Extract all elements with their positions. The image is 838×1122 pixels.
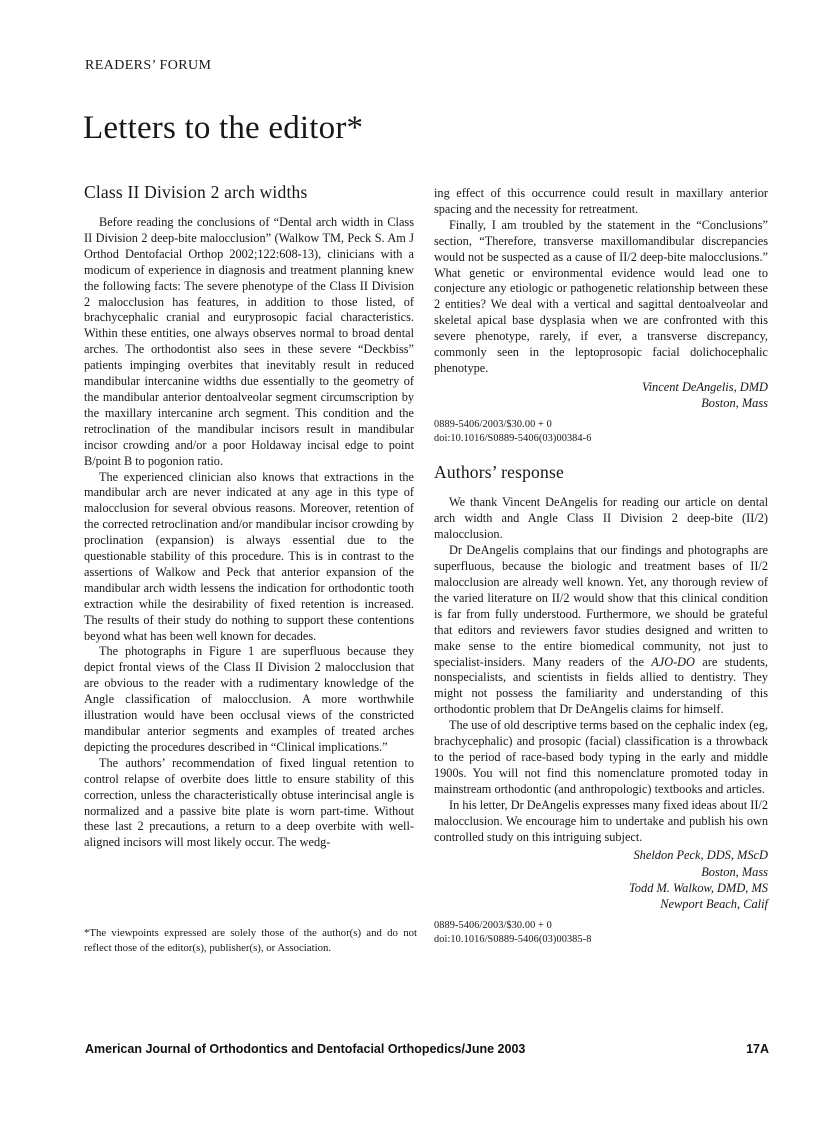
letter-paragraph-4-continuation: ing effect of this occurrence could result in maxillary anterior spacing and the necessity for retreatment. — [434, 186, 768, 216]
letter-paragraph-2: The experienced clinician also knows that extractions in the mandibular arch are never indicated at any age in this type of malocclusion for several obvious reasons. Moreover, retention of the corrected retroclination and/or mandibular incisor crowding by proclination (expansion) is always essential due to the questionable stability of this procedure. This is in contrast to the assertions of Walkow and Peck that anterior expansion of the mandibular arch width lessens the indication for orthodontic tooth extraction while the desirability of fixed retention is increased. The results of their study do nothing to support these contentions beyond what has been well known for decades. — [84, 469, 414, 643]
letter-signature-author: Vincent DeAngelis, DMD — [641, 379, 768, 394]
footer-journal-title: American Journal of Orthodontics and Dentofacial Orthopedics/June 2003 — [85, 1042, 526, 1056]
letter-signature-location: Boston, Mass — [701, 396, 768, 411]
right-column — [434, 186, 768, 946]
response-signature-location-2: Newport Beach, Calif — [660, 897, 768, 912]
left-column — [84, 182, 414, 851]
response-signature — [434, 847, 768, 912]
letter-heading: Class II Division 2 arch widths — [84, 182, 308, 202]
letter-paragraph-1: Before reading the conclusions of “Dental arch width in Class II Division 2 deep-bite malocclusion” (Walkow TM, Peck S. Am J Orthod Dentofacial Orthop 2002;122:608-13), clinicians with a modicum of experience in diagnosis and treatment planning knew the following facts: The severe phenotype of the Class II Division 2 malocclusion has features, in addition to those listed, of brachycephalic cranial and euryprosopic facial characteristics. Within these entities, one always observes normal to broad dental arches. The orthodontist also sees in these severe “Deckbiss” patients impinging overbites that inevitably result in reduced mandibular intercanine widths due essentially to the geometry of the mandibular anterior dentoalveolar segment circumscription by the maxillary intercanine arch segment. This condition and the retroclination of the mandibular incisors result in mandibular incisor crowding and/or a poor Holdaway incisal edge to point B/point B to pogonion ratio. — [84, 215, 414, 468]
letter-paragraph-4: The authors’ recommendation of fixed lingual retention to control relapse of overbite does little to ensure stability of this correction, unless the characteristically obtuse interincisal angle is normalized and a passive bite plate is worn part-time. Without these last 2 precautions, a return to a deep overbite with well-aligned incisors will most likely occur. The wedg- — [84, 755, 414, 850]
letter-publication-info — [434, 418, 768, 445]
section-kicker: READERS’ FORUM — [85, 58, 212, 73]
letter-doi-line: doi:10.1016/S0889-5406(03)00384-6 — [434, 432, 592, 444]
response-signature-author-2: Todd M. Walkow, DMD, MS — [629, 880, 768, 895]
response-heading: Authors’ response — [434, 462, 564, 483]
response-signature-author-1: Sheldon Peck, DDS, MScD — [633, 848, 768, 863]
footer-page-number: 17A — [746, 1042, 769, 1056]
page-footer — [85, 1042, 769, 1056]
response-paragraph-3: The use of old descriptive terms based on the cephalic index (eg, brachycephalic) and prosopic (facial) classification is a throwback to the period of race-based body typing in the early and middle 1900s. You will not find this nomenclature promoted today in mainstream orthodontic (and anthropologic) textbooks and articles. — [434, 718, 768, 796]
response-publication-info — [434, 919, 768, 946]
response-paragraph-1: We thank Vincent DeAngelis for reading our article on dental arch width and Angle Class II Division 2 deep-bite (II/2) malocclusion. — [434, 495, 768, 542]
response-signature-location-1: Boston, Mass — [701, 864, 768, 879]
response-doi-line: doi:10.1016/S0889-5406(03)00385-8 — [434, 933, 592, 945]
letter-copyright-line: 0889-5406/2003/$30.00 + 0 — [434, 419, 552, 431]
letter-paragraph-3: The photographs in Figure 1 are superfluous because they depict frontal views of the Class II Division 2 malocclusion that are obvious to the reader with a rudimentary knowledge of the Angle classification of malocclusion. A more worthwhile illustration would have been occlusal views of the constricted mandibular anterior segments and examples of treated arches depicting the procedures described in “Clinical implications.” — [84, 644, 414, 754]
page-title: Letters to the editor* — [83, 110, 364, 146]
response-paragraph-4: In his letter, Dr DeAngelis expresses many fixed ideas about II/2 malocclusion. We encourage him to undertake and publish his own controlled study on this intriguing subject. — [434, 797, 768, 844]
viewpoints-footnote: *The viewpoints expressed are solely those of the author(s) and do not reflect those of the editor(s), publisher(s), or Association. — [84, 927, 417, 954]
response-paragraph-2: Dr DeAngelis complains that our findings and photographs are superfluous, because the biologic and treatment bases of II/2 malocclusion are already well known. Yet, any thorough review of the varied literature on II/2 would show that this clinical condition is far from fully understood. Furthermore, we should be grateful that editors and reviewers favor studies designed and written to make sense to the entire biomedical community, not just to specialist-insiders. Many readers of the AJO-DO are students, nonspecialists, and scientists in fields allied to dentistry. They might not possess the familiarity and understanding of this orthodontic problem that Dr DeAngelis claims for himself. — [434, 543, 768, 717]
letter-signature — [434, 379, 768, 411]
response-copyright-line: 0889-5406/2003/$30.00 + 0 — [434, 920, 552, 932]
letter-paragraph-5: Finally, I am troubled by the statement in the “Conclusions” section, “Therefore, transverse maxillomandibular discrepancies would not be suspected as a cause of II/2 deep-bite malocclusions.” What genetic or environmental evidence would lead one to conjecture any etiologic or pathogenetic relationship between these 2 entities? We deal with a vertical and sagittal dentoalveolar and skeletal apical base dysplasia when we are confronted with this severe phenotype, rarely, if ever, a transverse discrepancy, commonly seen in the leptoprosopic facial dolichocephalic phenotype. — [434, 217, 768, 375]
